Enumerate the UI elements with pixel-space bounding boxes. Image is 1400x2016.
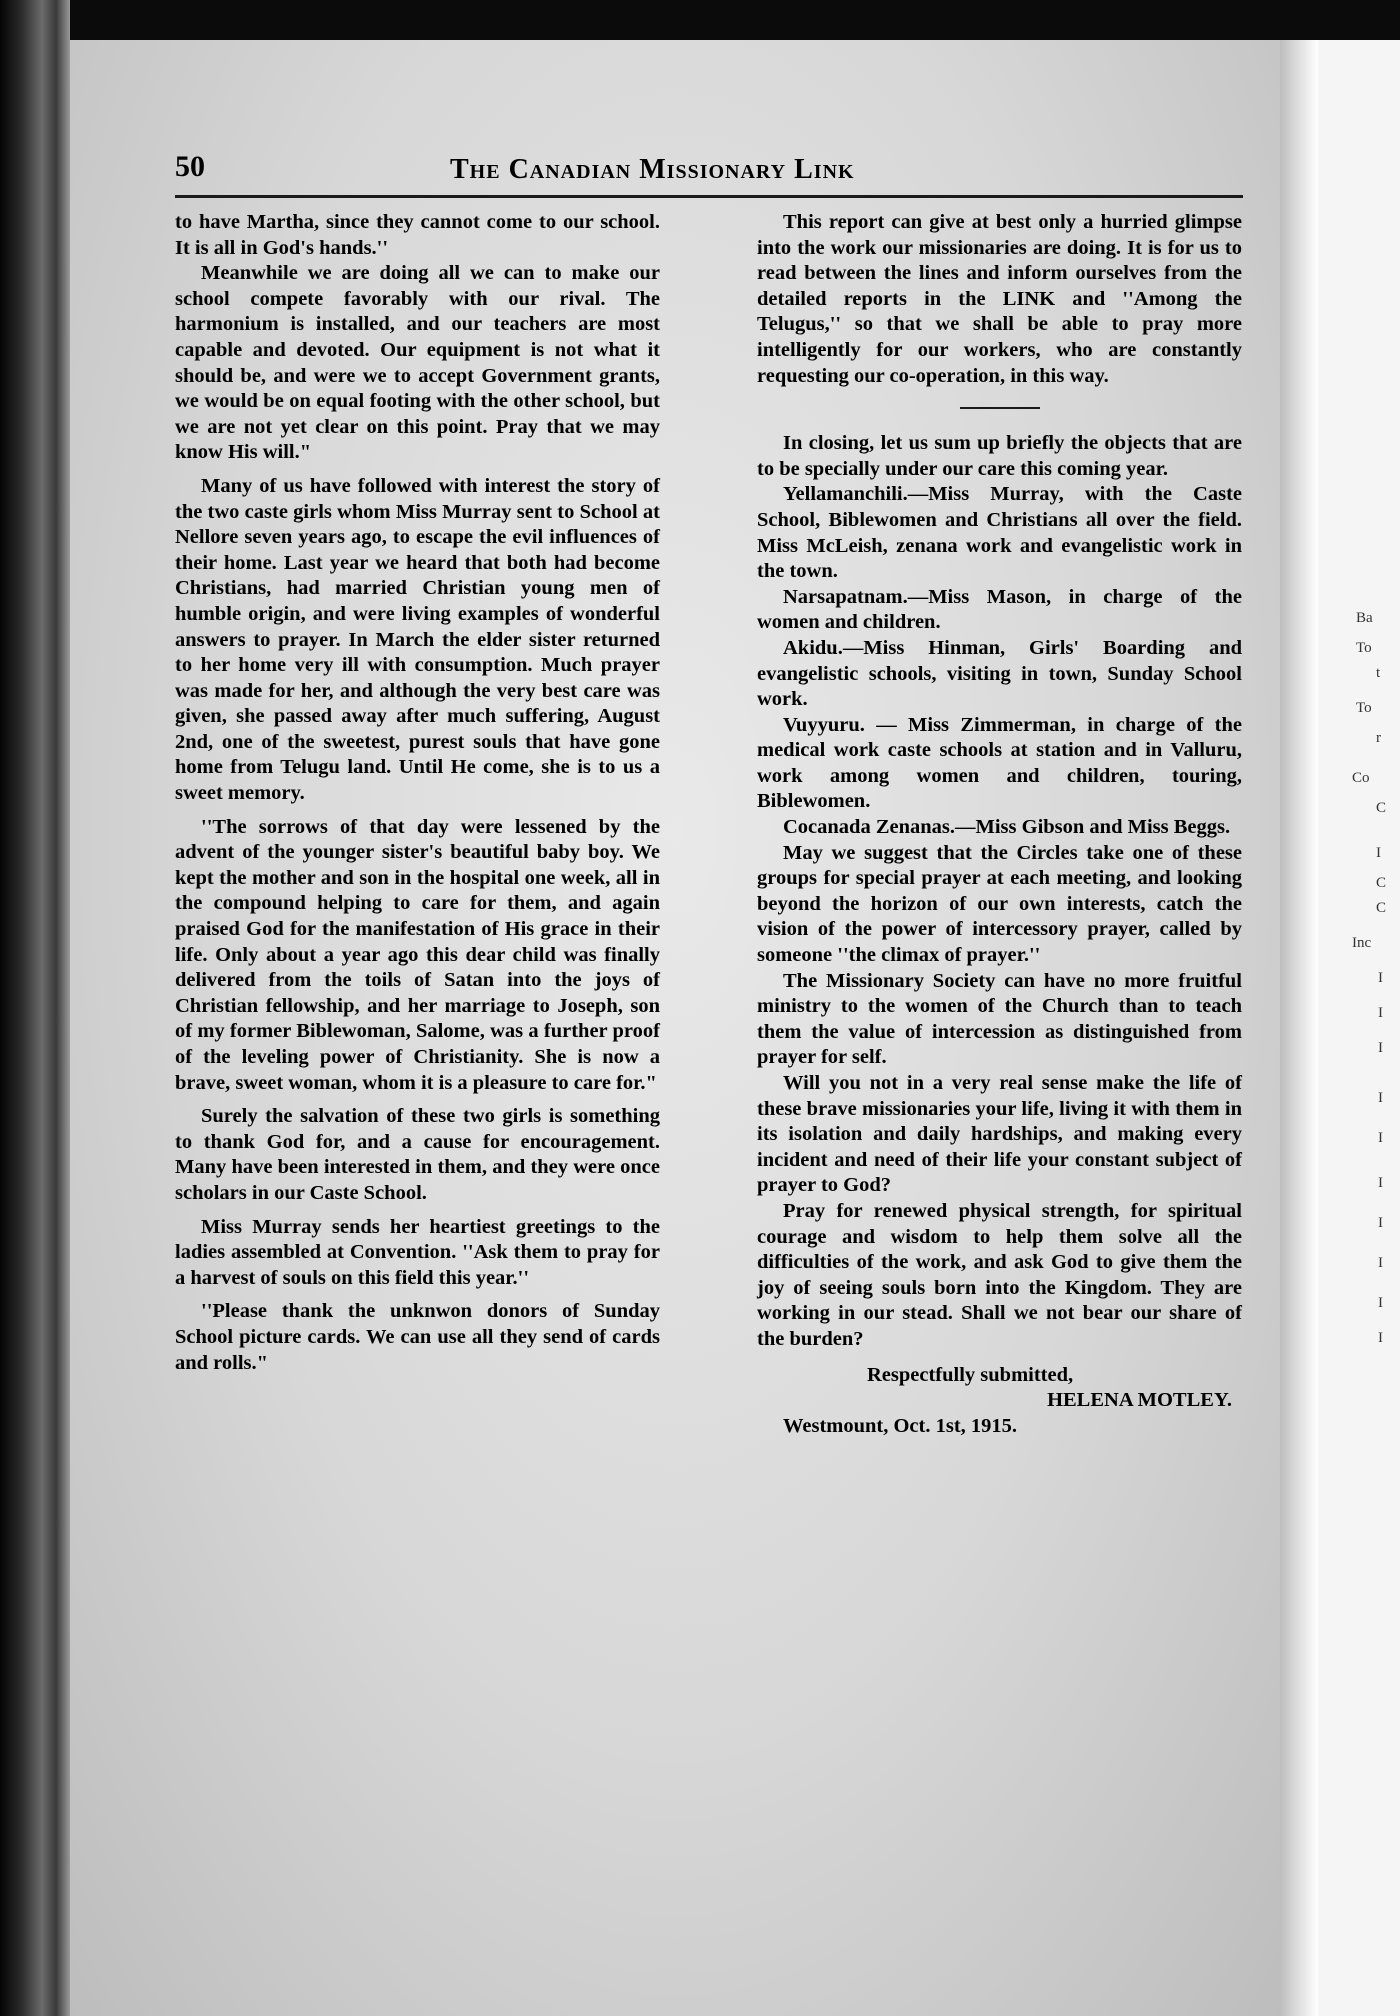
facing-page-fragment: I — [1376, 845, 1381, 861]
header-rule — [175, 195, 1243, 198]
facing-page-fragment: Ba — [1356, 610, 1373, 626]
paragraph: to have Martha, since they cannot come to our school. It is all in God's hands.'' — [175, 211, 660, 259]
paragraph: Surely the salvation of these two girls is something to thank God for, and a cause for encouragement. Many have been interested in them, and they were once scholars in our Caste School. — [175, 1105, 660, 1204]
facing-page-fragment: I — [1378, 970, 1383, 986]
facing-page-edge — [1318, 40, 1400, 2016]
paragraph: Meanwhile we are doing all we can to make our school compete favorably with our rival. The harmonium is installed, and our teachers are most capable and devoted. Our equipment is not what it should be, and were we to accept Government grants, we would be on equal footing with the other school, but we are not yet clear on this point. Pray that we may know His will." — [175, 262, 660, 464]
facing-page-fragment: To — [1356, 640, 1372, 656]
facing-page-fragment: I — [1378, 1130, 1383, 1146]
facing-page-fragment: I — [1378, 1215, 1383, 1231]
place-date: Westmount, Oct. 1st, 1915. — [783, 1414, 1018, 1437]
facing-page-fragment: t — [1376, 665, 1381, 681]
facing-page-fragment: I — [1378, 1330, 1383, 1346]
signature: HELENA MOTLEY. — [1047, 1389, 1232, 1412]
paragraph: Yellamanchili.—Miss Murray, with the Caste School, Biblewomen and Christians all over the field. Miss McLeish, zenana work and evangelistic work in the town. — [757, 483, 1242, 583]
facing-page-fragment: I — [1378, 1040, 1383, 1056]
facing-page-fragment: I — [1378, 1255, 1383, 1271]
book-binding — [0, 0, 70, 2016]
facing-page-fragment: Inc — [1352, 935, 1372, 951]
paragraph: The Missionary Society can have no more fruitful ministry to the women of the Church than to teach them the value of intercession as distinguished from prayer for self. — [757, 969, 1242, 1069]
paragraph: In closing, let us sum up briefly the objects that are to be specially under our care this coming year. — [757, 432, 1242, 480]
left-column — [175, 210, 660, 1376]
paragraph: ''The sorrows of that day were lessened by the advent of the younger sister's beautiful baby boy. We kept the mother and son in the hospital one week, all in the compound helping to care for them, and again praised God for the manifestation of His grace in their life. Only about a year ago this dear child was finally delivered from the toils of Satan into the joys of Christian fellowship, and her marriage to Joseph, son of my former Biblewoman, Salome, was a further proof of the leveling power of Christianity. She is now a brave, sweet woman, whom it is a pleasure to care for." — [175, 815, 660, 1094]
paragraph: ''Please thank the unknwon donors of Sunday School picture cards. We can use all they send of cards and rolls." — [175, 1300, 660, 1374]
facing-page-fragment: Co — [1352, 770, 1370, 786]
closing-submitted: Respectfully submitted, — [867, 1363, 1074, 1386]
section-divider — [960, 407, 1040, 409]
facing-page-fragment: I — [1378, 1295, 1383, 1311]
paragraph: May we suggest that the Circles take one of these groups for special prayer at each meeting, and looking beyond the horizon of our own interests, catch the vision of the power of intercessory prayer, called by someone ''the climax of prayer.'' — [757, 841, 1242, 967]
paragraph: Miss Murray sends her heartiest greetings to the ladies assembled at Convention. ''Ask them to pray for a harvest of souls on this field this year.'' — [175, 1215, 660, 1289]
facing-page-fragment: I — [1378, 1175, 1383, 1191]
paragraph: Narsapatnam.—Miss Mason, in charge of the women and children. — [757, 585, 1242, 634]
paragraph: This report can give at best only a hurried glimpse into the work our missionaries are doing. It is for us to read between the lines and inform ourselves from the detailed reports in the LINK and ''Among the Telugus,'' so that we shall be able to pray more intelligently for our workers, who are constantly requesting our co-operation, in this way. — [757, 211, 1242, 387]
gutter-shadow — [1280, 40, 1318, 2016]
facing-page-fragment: I — [1378, 1005, 1383, 1021]
paragraph: Pray for renewed physical strength, for spiritual courage and wisdom to help them solve all the difficulties of the work, and ask God to give them the joy of seeing souls born into the Kingdom. They are working in our stead. Shall we not bear our share of the burden? — [757, 1199, 1242, 1350]
facing-page-fragment: I — [1378, 1090, 1383, 1106]
page-header — [175, 150, 1243, 190]
facing-page-fragment: To — [1356, 700, 1372, 716]
paragraph: Akidu.—Miss Hinman, Girls' Boarding and evangelistic schools, visiting in town, Sunday School work. — [757, 636, 1242, 711]
paragraph: Will you not in a very real sense make the life of these brave missionaries your life, living it with them in its isolation and daily hardships, and making every incident and need of their life your constant subject of prayer to God? — [757, 1072, 1242, 1197]
page-number: 50 — [175, 150, 205, 183]
running-head: The Canadian Missionary Link — [450, 154, 855, 185]
facing-page-fragment: C — [1376, 875, 1387, 891]
paragraph: Vuyyuru. — Miss Zimmerman, in charge of the medical work caste schools at station and in Valluru, work among women and children, touring, Biblewomen. — [757, 713, 1242, 813]
facing-page-fragment: C — [1376, 800, 1387, 816]
facing-page-fragment: C — [1376, 900, 1387, 916]
right-column — [757, 210, 1242, 1439]
facing-page-fragment: r — [1376, 730, 1381, 746]
paragraph: Many of us have followed with interest the story of the two caste girls whom Miss Murray sent to School at Nellore seven years ago, to escape the evil influences of their home. Last year we heard that both had become Christians, had married Christian young men of humble origin, and were living examples of wonderful answers to prayer. In March the elder sister returned to her home very ill with consumption. Much prayer was made for her, and although the very best care was given, she passed away after much suffering, August 2nd, one of the sweetest, purest souls that have gone home from Telugu land. Until He come, she is to us a sweet memory. — [175, 474, 660, 805]
paragraph: Cocanada Zenanas.—Miss Gibson and Miss Beggs. — [783, 816, 1231, 839]
